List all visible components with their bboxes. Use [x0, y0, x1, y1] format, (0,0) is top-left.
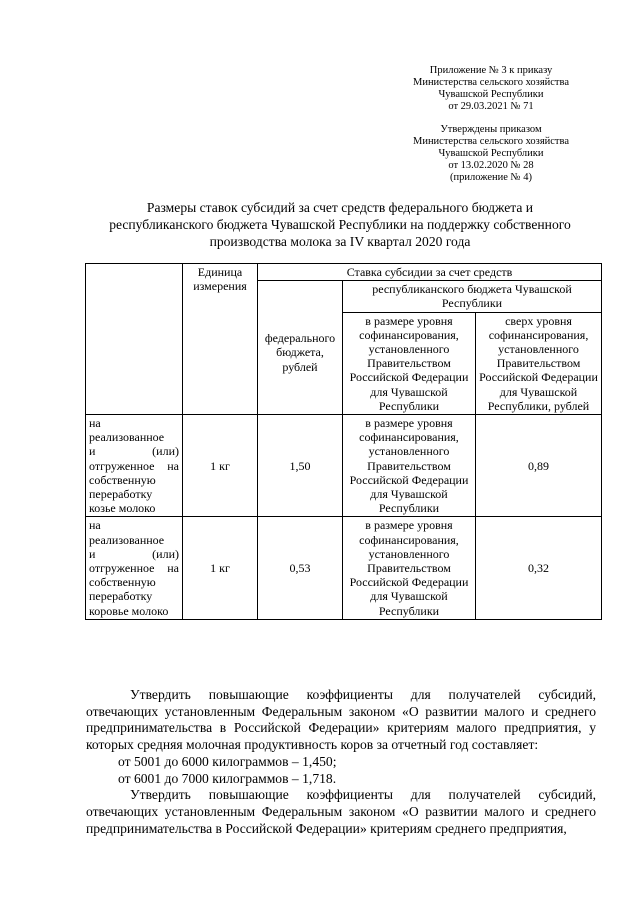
coefficient-item: от 6001 до 7000 килограммов – 1,718.	[118, 770, 337, 786]
paragraph: Утвердить повышающие коэффициенты для получателей субсидий, отвечающих установленным Федеральным законом «О развитии малого и среднего предпринимательства в Российской Федерации» критериям малого предприятия, у которых средняя молочная продуктивность коров за отчетный год составляет:	[86, 687, 596, 753]
row-name-line: отгруженное на	[89, 458, 179, 473]
title-line: производства молока за IV квартал 2020 года	[209, 234, 471, 249]
appendix-line: Министерства сельского хозяйства	[412, 77, 569, 88]
body-text	[86, 687, 596, 837]
document-title	[80, 199, 600, 250]
row-name-line: реализованное	[89, 532, 165, 547]
row-name-line: собственную	[89, 575, 156, 590]
header-rate: Ставка субсидии за счет средств	[258, 264, 602, 281]
paragraph: Утвердить повышающие коэффициенты для получателей субсидий, отвечающих установленным Федеральным законом «О развитии малого и среднего предпринимательства в Российской Федерации» критериям среднего предприятия,	[86, 787, 596, 836]
row-federal-rate: 1,50	[258, 415, 343, 517]
table-corner-cell	[86, 264, 183, 415]
approval-block	[391, 124, 591, 184]
subsidy-rates-table	[85, 263, 602, 620]
appendix-line: от 29.03.2021 № 71	[448, 101, 534, 112]
row-name-line: переработку	[89, 487, 153, 502]
appendix-block	[391, 65, 591, 113]
row-name-line: на	[89, 518, 101, 533]
table-row	[86, 415, 602, 517]
row-above-rate: 0,32	[476, 517, 602, 619]
title-line: Размеры ставок субсидий за счет средств федерального бюджета и	[146, 200, 534, 215]
header-federal: федерального бюджета, рублей	[258, 281, 343, 415]
row-unit: 1 кг	[183, 415, 258, 517]
header-cofinancing: в размере уровня софинансирования, установленного Правительством Российской Федерации для Чувашской Республики	[343, 312, 476, 414]
row-name-line: и (или)	[89, 444, 179, 459]
approval-line: Утверждены приказом	[440, 124, 542, 135]
row-name-line: и (или)	[89, 546, 179, 561]
title-line: республиканского бюджета Чувашской Республики на поддержку собственного	[109, 217, 571, 232]
row-name-line: на	[89, 416, 101, 431]
appendix-line: Приложение № 3 к приказу	[429, 65, 553, 76]
row-name-line: переработку	[89, 589, 153, 604]
row-cofinancing: в размере уровня софинансирования, установленного Правительством Российской Федерации для Чувашской Республики	[343, 517, 476, 619]
row-name-line: собственную	[89, 472, 156, 487]
approval-line: (приложение № 4)	[450, 172, 532, 183]
row-name	[86, 415, 183, 517]
row-name	[86, 517, 183, 619]
header-above: сверх уровня софинансирования, установленного Правительством Российской Федерации для Чувашской Республики, рублей	[476, 312, 602, 414]
row-name-line: отгруженное на	[89, 561, 179, 576]
row-name-line: козье молоко	[89, 501, 156, 516]
row-above-rate: 0,89	[476, 415, 602, 517]
row-federal-rate: 0,53	[258, 517, 343, 619]
header-republican: республиканского бюджета Чувашской Республики	[343, 281, 602, 312]
row-unit: 1 кг	[183, 517, 258, 619]
approval-line: Чувашской Республики	[438, 148, 544, 159]
appendix-line: Чувашской Республики	[438, 89, 544, 100]
approval-line: Министерства сельского хозяйства	[412, 136, 569, 147]
coefficient-item: от 5001 до 6000 килограммов – 1,450;	[118, 753, 337, 769]
approval-line: от 13.02.2020 № 28	[448, 160, 534, 171]
row-name-line: коровье молоко	[89, 603, 169, 618]
row-name-line: реализованное	[89, 430, 165, 445]
table-row	[86, 517, 602, 619]
row-cofinancing: в размере уровня софинансирования, установленного Правительством Российской Федерации для Чувашской Республики	[343, 415, 476, 517]
header-unit: Единица измерения	[183, 264, 258, 415]
